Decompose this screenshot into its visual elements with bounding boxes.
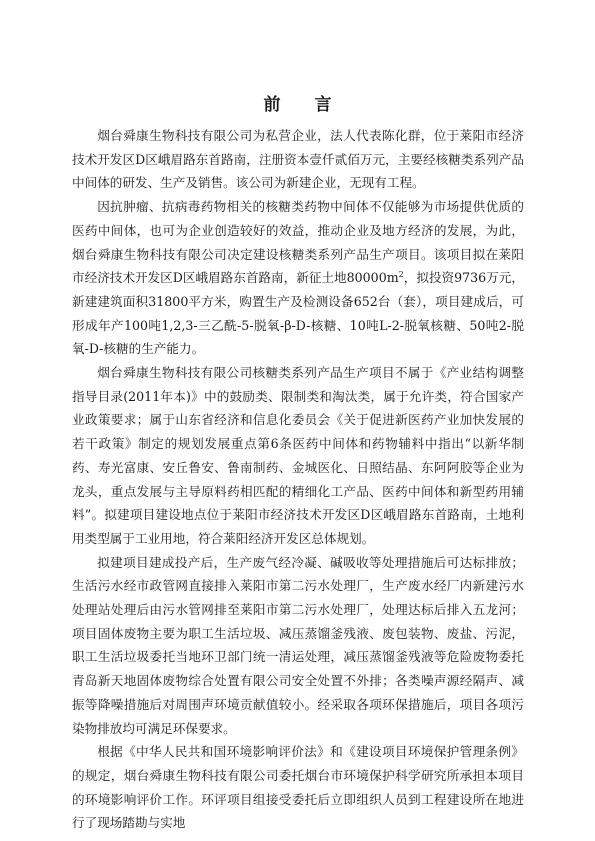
paragraph-project-background bbox=[72, 195, 524, 361]
document-body bbox=[72, 124, 524, 835]
paragraph-company-intro: 烟台舜康生物科技有限公司为私营企业，法人代表陈化群，位于莱阳市经济技术开发区D区峨眉路东首路南，注册资本壹仟贰佰万元，主要经核糖类系列产品中间体的研发、生产及销售。该公司为新建企业，无现有工程。 bbox=[72, 128, 524, 191]
paragraph-pollution-control: 拟建项目建成投产后，生产废气经冷凝、碱吸收等处理措施后可达标排放；生活污水经市政管网直接排入莱阳市第二污水处理厂，生产废水经厂内新建污水处理站处理后由污水管网排至莱阳市第二污水处理厂，处理达标后排入五龙河；项目固体废物主要为职工生活垃圾、减压蒸馏釜残液、废包装物、废盐、污泥，职工生活垃圾委托当地环卫部门统一清运处理，减压蒸馏釜残液等危险废物委托青岛新天地固体废物综合处置有限公司安全处置不外排；各类噪声源经隔声、减振等降噪措施后对周围声环境贡献值较小。经采取各项环保措施后，项目各项污染物排放均可满足环保要求。 bbox=[72, 554, 524, 736]
paragraph-project-background-text: 因抗肿瘤、抗病毒药物相关的核糖类药物中间体不仅能够为市场提供优质的医药中间体，也可为企业创造较好的效益，推动企业及地方经济的发展，为此，烟台舜康生物科技有限公司决定建设核糖类系列产品生产项目。该项目拟在莱阳市经济技术开发区D区峨眉路东首路南，新征土地80000m bbox=[72, 199, 524, 286]
paragraph-eia-commission: 根据《中华人民共和国环境影响评价法》和《建设项目环境保护管理条例》的规定，烟台舜康生物科技有限公司委托烟台市环境保护科学研究所承担本项目的环境影响评价工作。环评项目组接受委托后立即组织人员到工程建设所在地进行了现场踏勘与实地 bbox=[72, 744, 524, 831]
document-title: 前 言 bbox=[263, 95, 346, 115]
area-unit-superscript: 2 bbox=[398, 270, 404, 280]
paragraph-project-background-continuation: ，拟投资9736万元，新建建筑面积31800平方米，购置生产及检测设备652台（套），项目建成后，可形成年产100吨1,2,3-三乙酰-5-脱氧-β-D-核糖、10吨L-2-脱氧核糖、50吨2-脱氧-D-核糖的生产能力。 bbox=[72, 270, 524, 357]
paragraph-policy-compliance: 烟台舜康生物科技有限公司核糖类系列产品生产项目不属于《产业结构调整指导目录(2011年本)》中的鼓励类、限制类和淘汰类，属于允许类，符合国家产业政策要求；属于山东省经济和信息化委员会《关于促进新医药产业加快发展的若干政策》制定的规划发展重点第6条医药中间体和药物辅料中指出“以新华制药、寿光富康、安丘鲁安、鲁南制药、金城医化、日照结晶、东阿阿胶等企业为龙头，重点发展与主导原料药相匹配的精细化工产品、医药中间体和新型药用辅料”。拟建项目建设地点位于莱阳市经济技术开发区D区峨眉路东首路南，土地利用类型属于工业用地，符合莱阳经济开发区总体规划。 bbox=[72, 365, 524, 546]
